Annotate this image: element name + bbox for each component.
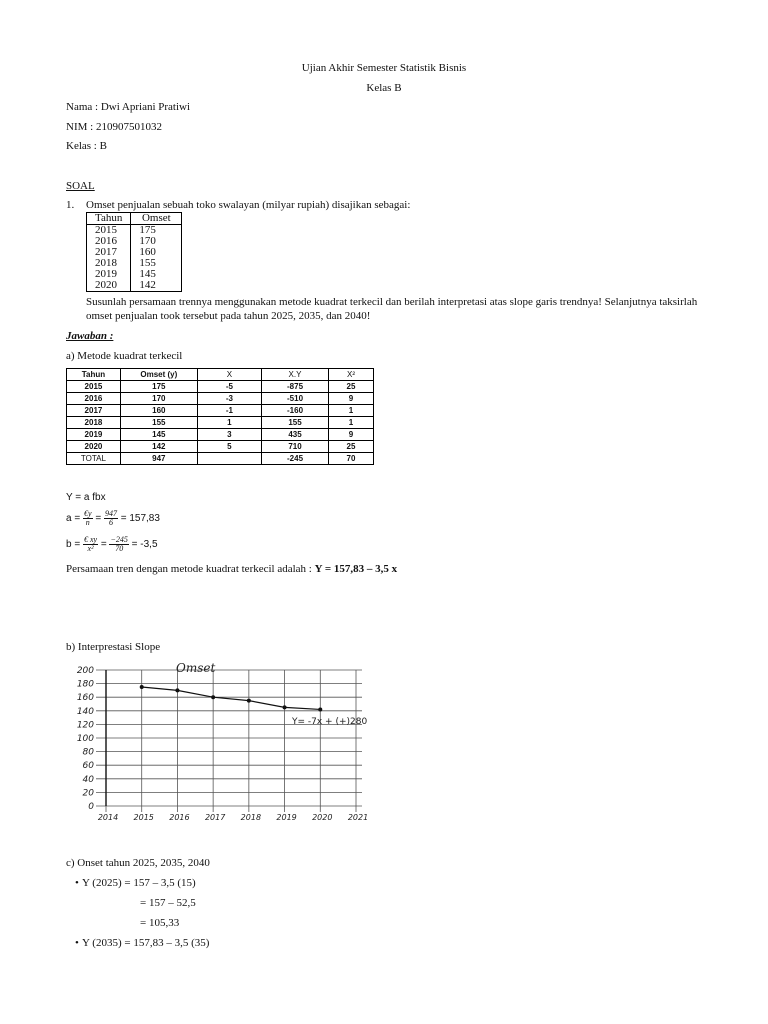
y-axis-ticks (77, 666, 94, 812)
question-number: 1. (66, 199, 75, 211)
trend-equation: Y = 157,83 – 3,5 x (314, 563, 398, 575)
table-cell (197, 453, 261, 465)
student-name: Nama : Dwi Apriani Pratiwi (66, 101, 191, 113)
equals-sign: = (95, 513, 102, 525)
formula-b (66, 536, 158, 553)
equals-sign: = (100, 539, 107, 551)
table-header-row (67, 369, 374, 381)
table-cell: 2017 (87, 247, 131, 258)
table-cell: 170 (120, 393, 197, 405)
question-data-table (86, 212, 182, 292)
calc-2025-line2: = 157 – 52,5 (140, 897, 196, 909)
fraction-denominator: n (85, 518, 90, 527)
data-point (140, 685, 144, 689)
table-row (67, 381, 374, 393)
fraction (83, 510, 93, 527)
table-cell: 710 (262, 441, 329, 453)
table-header-cell: X² (329, 369, 374, 381)
table-cell: -1 (197, 405, 261, 417)
table-cell: 175 (120, 381, 197, 393)
table-cell: 2015 (87, 225, 131, 237)
table-cell: 70 (329, 453, 374, 465)
table-cell: 1 (329, 405, 374, 417)
answer-label: Jawaban : (66, 330, 114, 342)
table-cell: 25 (329, 381, 374, 393)
x-tick-label: 2017 (204, 813, 226, 822)
table-row (67, 393, 374, 405)
y-tick-label: 0 (88, 802, 94, 812)
table-row (67, 405, 374, 417)
trend-equation-text: Persamaan tren dengan metode kuadrat terkecil adalah : (66, 563, 315, 575)
chart-annotation: Y= -7x + (+)280 (292, 717, 368, 727)
table-cell: 2019 (67, 429, 121, 441)
table-header-cell: Tahun (87, 213, 131, 225)
table-header-cell: Omset (131, 213, 182, 225)
table-cell: 2020 (67, 441, 121, 453)
y-tick-label: 200 (76, 666, 94, 676)
fraction-numerator: €y (83, 509, 92, 518)
table-cell: 9 (329, 393, 374, 405)
question-text: Omset penjualan sebuah toko swalayan (milyar rupiah) disajikan sebagai: (86, 199, 411, 211)
least-squares-table (66, 368, 374, 465)
student-class: Kelas : B (66, 140, 107, 152)
table-cell: 25 (329, 441, 374, 453)
series-line (142, 687, 321, 709)
table-cell: 947 (120, 453, 197, 465)
part-a-heading: a) Metode kuadrat terkecil (66, 350, 183, 362)
formula-a (66, 510, 160, 527)
table-header-row (87, 213, 182, 225)
table-cell: 142 (131, 280, 182, 292)
x-axis-ticks (98, 813, 368, 822)
y-tick-label: 20 (82, 788, 94, 799)
section-soal: SOAL (66, 180, 95, 192)
y-tick-label: 160 (76, 693, 94, 704)
fraction-numerator: € xy (83, 535, 98, 544)
formula-y: Y = a fbx (66, 492, 106, 503)
y-tick-label: 140 (76, 706, 94, 717)
fraction-denominator: x² (87, 544, 94, 553)
y-tick-label: 180 (76, 679, 94, 690)
table-cell: 2016 (87, 236, 131, 247)
table-cell: 160 (131, 247, 182, 258)
data-point (318, 707, 322, 711)
table-row (87, 280, 182, 292)
x-tick-label: 2021 (347, 813, 369, 822)
table-cell: 155 (120, 417, 197, 429)
chart-series (140, 685, 323, 711)
table-cell: 2018 (67, 417, 121, 429)
part-b-heading: b) Interprestasi Slope (66, 641, 161, 653)
table-cell: -160 (262, 405, 329, 417)
formula-b-result: = -3,5 (131, 539, 158, 551)
table-total-row (67, 453, 374, 465)
table-cell: 145 (120, 429, 197, 441)
table-cell: 160 (120, 405, 197, 417)
data-point (247, 699, 251, 703)
calc-2025-line3: = 105,33 (140, 917, 180, 929)
x-tick-label: 2019 (276, 813, 297, 822)
table-header-cell: X (197, 369, 261, 381)
table-cell: 175 (131, 225, 182, 237)
table-cell: 145 (131, 269, 182, 280)
chart-title: Omset (176, 661, 216, 675)
data-point (283, 705, 287, 709)
fraction (83, 536, 98, 553)
calc-2035-line1: • Y (2035) = 157,83 – 3,5 (35) (82, 937, 209, 949)
class-heading: Kelas B (366, 82, 402, 94)
x-tick-label: 2018 (240, 813, 262, 822)
y-tick-label: 80 (82, 747, 94, 758)
question-instruction-1: Susunlah persamaan trennya menggunakan metode kuadrat terkecil dan berilah interpretasi atas slope garis trendnya! Selanjutnya taksirlah (86, 296, 698, 308)
table-row (67, 441, 374, 453)
formula-a-prefix: a = (66, 513, 81, 525)
table-cell: -510 (262, 393, 329, 405)
table-cell: -3 (197, 393, 261, 405)
part-c-heading: c) Onset tahun 2025, 2035, 2040 (66, 857, 210, 869)
calc-2025-line1: • Y (2025) = 157 – 3,5 (15) (82, 877, 196, 889)
table-cell: -875 (262, 381, 329, 393)
table-cell: 2018 (87, 258, 131, 269)
fraction-denominator: 70 (115, 544, 124, 553)
table-cell: 170 (131, 236, 182, 247)
trend-line-chart (66, 660, 369, 832)
table-cell: 1 (329, 417, 374, 429)
table-header-cell: Omset (y) (120, 369, 197, 381)
table-cell: 435 (262, 429, 329, 441)
table-cell: 155 (262, 417, 329, 429)
trend-equation-line (66, 563, 397, 575)
table-cell: TOTAL (67, 453, 121, 465)
x-tick-label: 2015 (133, 813, 154, 822)
table-cell: 1 (197, 417, 261, 429)
table-cell: 2019 (87, 269, 131, 280)
formula-b-prefix: b = (66, 539, 81, 551)
student-nim: NIM : 210907501032 (66, 121, 162, 133)
data-point (211, 695, 215, 699)
table-cell: 2017 (67, 405, 121, 417)
question-instruction-2: omset penjualan took tersebut pada tahun 2025, 2035, dan 2040! (86, 310, 371, 322)
table-cell: -245 (262, 453, 329, 465)
x-tick-label: 2014 (97, 813, 119, 822)
table-row (67, 429, 374, 441)
y-tick-label: 120 (76, 720, 94, 731)
fraction-numerator: 947 (104, 509, 117, 518)
table-header-cell: Tahun (67, 369, 121, 381)
table-cell: 2015 (67, 381, 121, 393)
fraction (109, 536, 128, 553)
table-cell: 142 (120, 441, 197, 453)
table-cell: 9 (329, 429, 374, 441)
data-point (175, 688, 179, 692)
x-tick-label: 2020 (312, 813, 333, 822)
table-cell: -5 (197, 381, 261, 393)
fraction-numerator: −245 (110, 535, 128, 544)
formula-a-result: = 157,83 (120, 513, 160, 525)
table-cell: 3 (197, 429, 261, 441)
y-tick-label: 40 (82, 774, 94, 785)
fraction (104, 510, 118, 527)
table-cell: 5 (197, 441, 261, 453)
y-tick-label: 100 (76, 734, 94, 744)
table-row (67, 417, 374, 429)
table-cell: 2016 (67, 393, 121, 405)
table-cell: 155 (131, 258, 182, 269)
x-tick-label: 2016 (169, 813, 190, 822)
chart-grid (96, 670, 362, 812)
table-header-cell: X.Y (262, 369, 329, 381)
exam-title: Ujian Akhir Semester Statistik Bisnis (301, 62, 467, 74)
table-cell: 2020 (87, 280, 131, 292)
y-tick-label: 60 (82, 761, 94, 772)
fraction-denominator: 6 (108, 518, 113, 527)
